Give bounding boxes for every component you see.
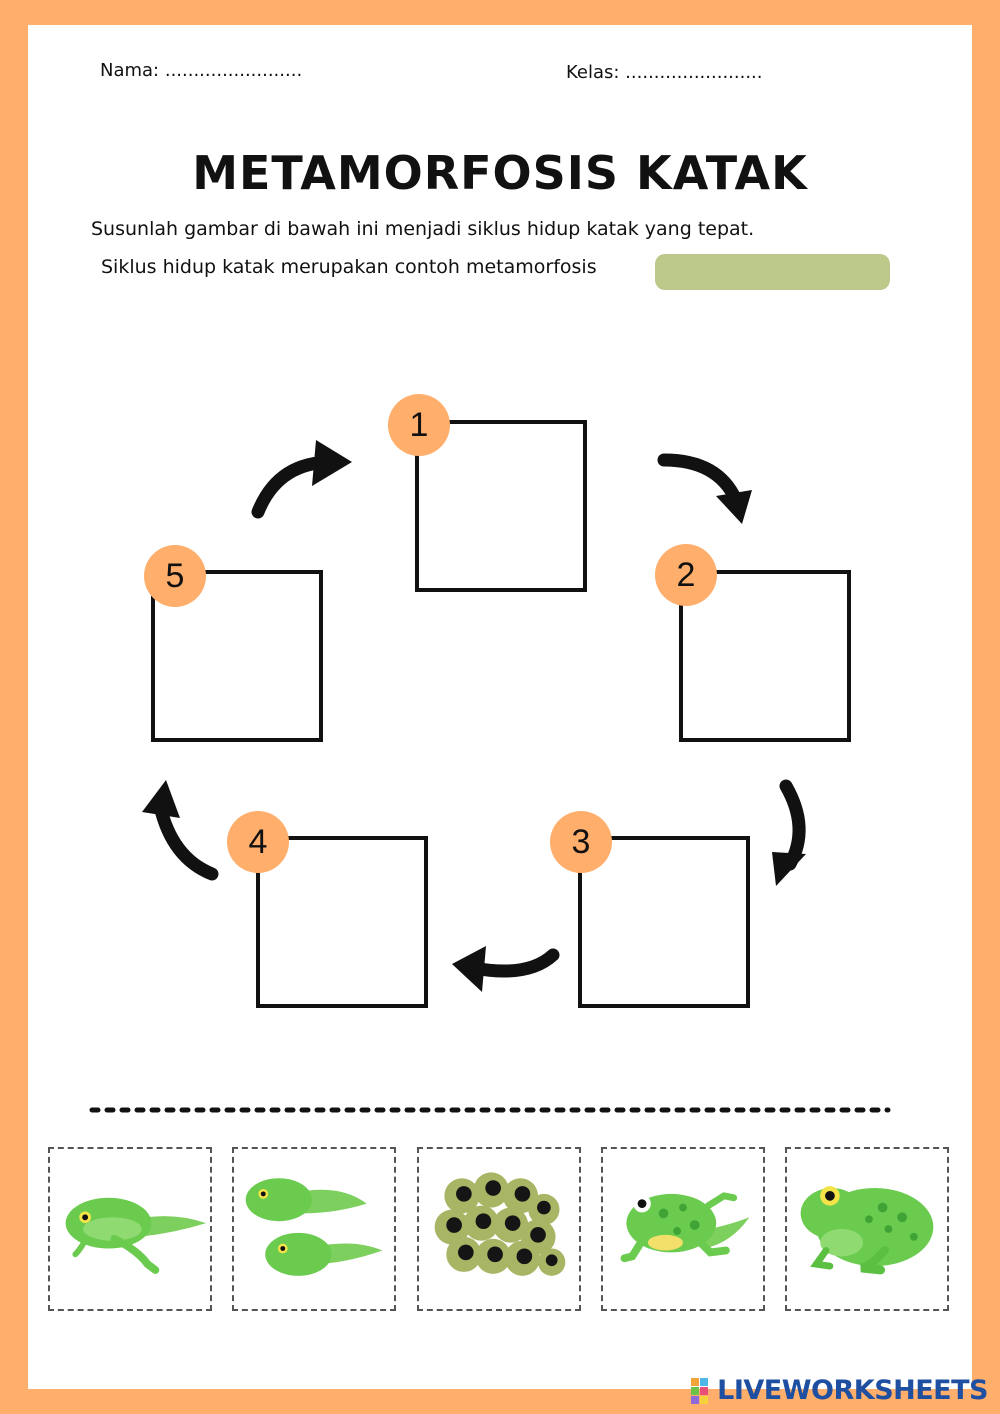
- arrow-4-to-5-icon: [160, 806, 212, 874]
- adult-frog-icon: [787, 1149, 947, 1309]
- slot-number-3: 3: [550, 811, 612, 873]
- slot-number-2: 2: [655, 544, 717, 606]
- liveworksheets-logo-icon: [691, 1376, 717, 1406]
- arrowhead-4-to-5-icon: [142, 780, 180, 818]
- arrow-2-to-3-icon: [786, 786, 799, 864]
- card-young-frog-with-tail[interactable]: [601, 1147, 765, 1311]
- arrowhead-1-to-2-icon: [716, 490, 752, 524]
- frog-eggs-icon: [419, 1149, 579, 1309]
- card-froglet[interactable]: [48, 1147, 212, 1311]
- slot-number-5: 5: [144, 545, 206, 607]
- slot-number-4: 4: [227, 811, 289, 873]
- brand-text: LIVEWORKSHEETS: [717, 1375, 988, 1406]
- dotted-cut-line: [88, 1102, 894, 1118]
- young-frog-with-tail-icon: [603, 1149, 763, 1309]
- instruction-text: Susunlah gambar di bawah ini menjadi siklus hidup katak yang tepat.: [91, 218, 755, 240]
- class-field-label: Kelas: ........................: [566, 62, 763, 83]
- question-prompt: Siklus hidup katak merupakan contoh metamorfosis: [101, 256, 597, 278]
- name-field-label: Nama: ........................: [100, 60, 303, 81]
- page-title: METAMORFOSIS KATAK: [192, 146, 808, 200]
- slot-number-1: 1: [388, 394, 450, 456]
- arrowhead-2-to-3-icon: [772, 852, 806, 886]
- card-frog-eggs[interactable]: [417, 1147, 581, 1311]
- card-adult-frog[interactable]: [785, 1147, 949, 1311]
- tadpoles-icon: [234, 1149, 394, 1309]
- card-tadpoles[interactable]: [232, 1147, 396, 1311]
- arrow-3-to-4-icon: [474, 955, 553, 971]
- froglet-icon: [50, 1149, 210, 1309]
- arrow-1-to-2-icon: [664, 460, 736, 500]
- liveworksheets-brand: [691, 1375, 988, 1406]
- arrowhead-5-to-1-icon: [312, 440, 352, 486]
- arrowhead-3-to-4-icon: [452, 946, 486, 992]
